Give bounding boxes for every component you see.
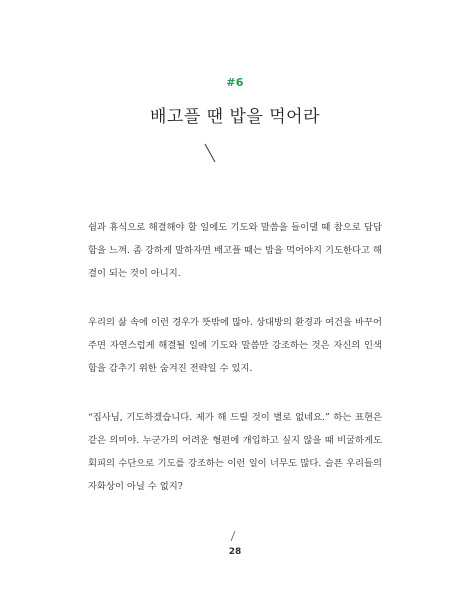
page-number: 28 xyxy=(228,547,242,557)
paragraph: 우리의 삶 속에 이런 경우가 뜻밖에 많아. 상대방의 환경과 여건을 바꾸어 주면 자연스럽게 해결될 일에 기도와 말씀만 강조하는 것은 자신의 인색함을 감추기 위한 숨겨진 전략일 수 있지. xyxy=(88,317,382,374)
chapter-number: #6 xyxy=(226,76,244,89)
paragraph: 쉼과 휴식으로 해결해야 할 일에도 기도와 말씀을 들이댈 때 참으로 답답함을 느껴. 좀 강하게 말하자면 배고플 때는 밥을 먹어야지 기도한다고 해결이 되는 것이 아니지. xyxy=(88,222,382,279)
chapter-title: 배고플 땐 밥을 먹어라 xyxy=(149,107,320,127)
body-text xyxy=(88,216,382,498)
paragraph: “집사님, 기도하겠습니다. 제가 해 드릴 것이 별로 없네요.” 하는 표현은 같은 의미야. 누군가의 어려운 형편에 개입하고 싶지 않을 때 비굴하게도 회피의 수단으로 기도를 강조하는 이런 일이 너무도 많다. 슬픈 우리들의 자화상이 아닐 수 없지? xyxy=(88,412,382,492)
backslash-divider-icon xyxy=(203,143,217,163)
slash-divider-icon xyxy=(229,530,237,542)
